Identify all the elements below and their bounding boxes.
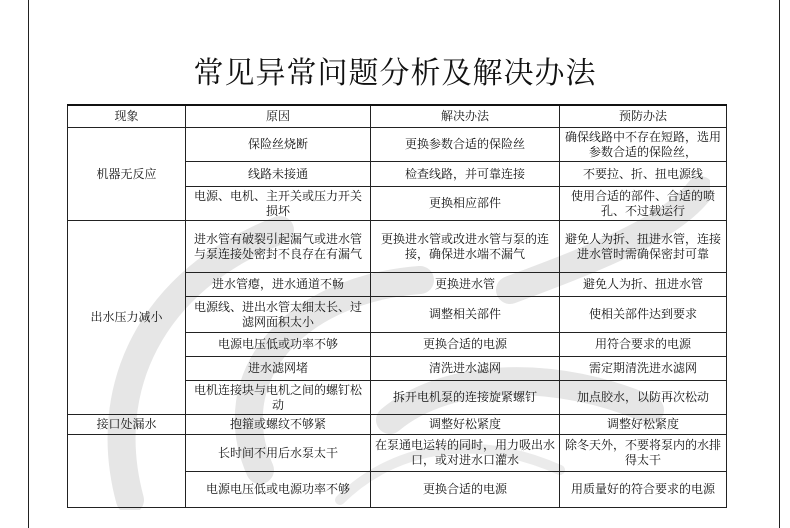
cause-cell: 抱箍或螺纹不够紧 (186, 415, 371, 435)
phenomenon-cell: 机器无反应 (68, 128, 186, 221)
header-cause: 原因 (186, 105, 371, 128)
solution-cell: 更换进水管 (371, 273, 560, 297)
table-row (68, 221, 727, 273)
prevention-cell: 确保线路中不存在短路，选用参数合适的保险丝， (560, 128, 727, 162)
solution-cell: 拆开电机泵的连接旋紧螺钉 (371, 381, 560, 415)
prevention-cell: 加点胶水，以防再次松动 (560, 381, 727, 415)
solution-cell: 调整相关部件 (371, 297, 560, 333)
cause-cell: 长时间不用后水泵太干 (186, 435, 371, 472)
document-title: 常见异常问题分析及解决办法 (193, 56, 597, 91)
cause-cell: 线路未接通 (186, 162, 371, 187)
cause-cell: 电源电压低或功率不够 (186, 333, 371, 357)
solution-cell: 更换合适的电源 (371, 333, 560, 357)
solution-cell: 更换参数合适的保险丝 (371, 128, 560, 162)
prevention-cell: 用质量好的符合要求的电源 (560, 472, 727, 508)
cause-cell: 进水滤网堵 (186, 357, 371, 381)
cause-cell: 电机连接块与电机之间的螺钉松动 (186, 381, 371, 415)
prevention-cell: 避免人为折、扭进水管 (560, 273, 727, 297)
cause-cell: 进水管有破裂引起漏气或进水管与泵连接处密封不良存在有漏气 (186, 221, 371, 273)
phenomenon-cell: 接口处漏水 (68, 415, 186, 435)
solution-cell: 调整好松紧度 (371, 415, 560, 435)
cause-cell: 电源、电机、主开关或压力开关损坏 (186, 187, 371, 221)
table-row (68, 435, 727, 472)
prevention-cell: 使用合适的部件、合适的喷孔、不过载运行 (560, 187, 727, 221)
solution-cell: 更换合适的电源 (371, 472, 560, 508)
phenomenon-cell: 出水压力减小 (68, 221, 186, 415)
table-row (68, 128, 727, 162)
cause-cell: 电源线、进出水管太细太长、过滤网面积太小 (186, 297, 371, 333)
solution-cell: 清洗进水滤网 (371, 357, 560, 381)
header-solution: 解决办法 (371, 105, 560, 128)
prevention-cell: 不要拉、折、扭电源线 (560, 162, 727, 187)
issues-table (67, 104, 727, 508)
prevention-cell: 用符合要求的电源 (560, 333, 727, 357)
header-phenomenon: 现象 (68, 105, 186, 128)
table-header-row (68, 105, 727, 128)
prevention-cell: 需定期清洗进水滤网 (560, 357, 727, 381)
cause-cell: 保险丝烧断 (186, 128, 371, 162)
prevention-cell: 避免人为折、扭进水管，连接进水管时需确保密封可靠 (560, 221, 727, 273)
solution-cell: 更换进水管或改进水管与泵的连接，确保进水端不漏气 (371, 221, 560, 273)
solution-cell: 在泵通电运转的同时，用力吸出水口，或对进水口灌水 (371, 435, 560, 472)
prevention-cell: 除冬天外，不要将泵内的水排得太干 (560, 435, 727, 472)
solution-cell: 检查线路，并可靠连接 (371, 162, 560, 187)
cause-cell: 进水管瘪，进水通道不畅 (186, 273, 371, 297)
header-prevention: 预防办法 (560, 105, 727, 128)
phenomenon-cell (68, 435, 186, 508)
table-row (68, 415, 727, 435)
prevention-cell: 使相关部件达到要求 (560, 297, 727, 333)
solution-cell: 更换相应部件 (371, 187, 560, 221)
cause-cell: 电源电压低或电源功率不够 (186, 472, 371, 508)
prevention-cell: 调整好松紧度 (560, 415, 727, 435)
